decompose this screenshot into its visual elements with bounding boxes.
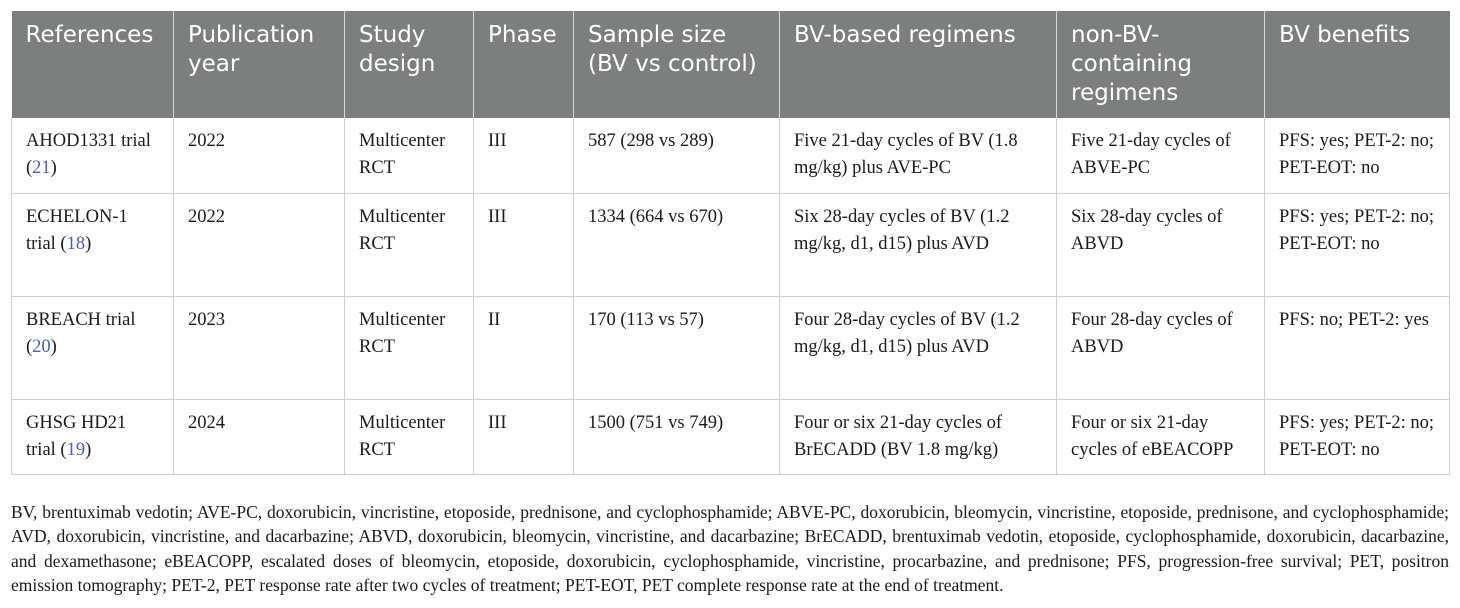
- cell-bv-regimen: Five 21-day cycles of BV (1.8 mg/kg) plus AVE-PC: [780, 118, 1057, 193]
- header-study-design: Study design: [345, 11, 474, 118]
- cell-bv-regimen: Six 28-day cycles of BV (1.2 mg/kg, d1, d15) plus AVD: [780, 193, 1057, 296]
- reference-name: AHOD1331 trial: [26, 131, 151, 151]
- cell-year: 2024: [174, 399, 345, 474]
- cell-reference: ECHELON-1 trial (18): [12, 193, 174, 296]
- cell-design: Multicenter RCT: [345, 118, 474, 193]
- cell-phase: III: [474, 193, 574, 296]
- cell-reference: AHOD1331 trial (21): [12, 118, 174, 193]
- reference-name: GHSG HD21 trial: [26, 412, 127, 460]
- cell-sample: 1334 (664 vs 670): [574, 193, 780, 296]
- cell-benefits: PFS: yes; PET-2: no; PET-EOT: no: [1265, 399, 1450, 474]
- cell-year: 2022: [174, 118, 345, 193]
- header-phase: Phase: [474, 11, 574, 118]
- table-row: [12, 118, 1450, 193]
- cell-bv-regimen: Four 28-day cycles of BV (1.2 mg/kg, d1, d15) plus AVD: [780, 296, 1057, 399]
- cell-sample: 170 (113 vs 57): [574, 296, 780, 399]
- reference-name: BREACH trial: [26, 309, 136, 330]
- cell-year: 2022: [174, 193, 345, 296]
- table-body: [12, 118, 1450, 474]
- cell-design: Multicenter RCT: [345, 399, 474, 474]
- header-references: References: [12, 11, 174, 118]
- header-publication-year: Publication year: [174, 11, 345, 118]
- trials-table: [11, 11, 1450, 475]
- cell-design: Multicenter RCT: [345, 296, 474, 399]
- reference-link[interactable]: 19: [66, 439, 86, 460]
- reference-link[interactable]: 18: [66, 233, 86, 254]
- table-header: [12, 11, 1450, 118]
- table-footnote: BV, brentuximab vedotin; AVE-PC, doxorubicin, vincristine, etoposide, prednisone, and cyclophosphamide; ABVE-PC, doxorubicin, bleomycin, vincristine, etoposide, prednisone, and cyclophosphamide; AVD, doxorubicin, vincristine, and dacarbazine; ABVD, doxorubicin, bleomycin, vincristine, and dacarbazine; BrECADD, brentuximab vedotin, etoposide, cyclophosphamide, doxorubicin, dacarbazine, and dexamethasone; eBEACOPP, escalated doses of bleomycin, etoposide, doxorubicin, cyclophosphamide, vincristine, procarbazine, and prednisone; PFS, progression-free survival; PET, positron emission tomography; PET-2, PET response rate after two cycles of treatment; PET-EOT, PET complete response rate at the end of treatment.: [11, 501, 1449, 595]
- cell-reference: GHSG HD21 trial (19): [12, 399, 174, 474]
- table-row: [12, 399, 1450, 474]
- cell-benefits: PFS: no; PET-2: yes: [1265, 296, 1450, 399]
- header-bv-benefits: BV benefits: [1265, 11, 1450, 118]
- header-sample-size: Sample size (BV vs control): [574, 11, 780, 118]
- cell-non-bv-regimen: Four 28-day cycles of ABVD: [1057, 296, 1265, 399]
- cell-sample: 1500 (751 vs 749): [574, 399, 780, 474]
- cell-non-bv-regimen: Five 21-day cycles of ABVE-PC: [1057, 118, 1265, 193]
- table-row: [12, 193, 1450, 296]
- header-non-bv-regimens: non-BV-containing regimens: [1057, 11, 1265, 118]
- table-row: [12, 296, 1450, 399]
- cell-phase: III: [474, 118, 574, 193]
- table-container: [11, 11, 1449, 475]
- cell-non-bv-regimen: Four or six 21-day cycles of eBEACOPP: [1057, 399, 1265, 474]
- reference-name: ECHELON-1 trial: [26, 206, 128, 254]
- cell-sample: 587 (298 vs 289): [574, 118, 780, 193]
- cell-benefits: PFS: yes; PET-2: no; PET-EOT: no: [1265, 118, 1450, 193]
- reference-link[interactable]: 20: [32, 336, 51, 357]
- reference-link[interactable]: 21: [32, 158, 51, 178]
- cell-non-bv-regimen: Six 28-day cycles of ABVD: [1057, 193, 1265, 296]
- header-bv-regimens: BV-based regimens: [780, 11, 1057, 118]
- header-row: [12, 11, 1450, 118]
- cell-phase: II: [474, 296, 574, 399]
- cell-reference: BREACH trial (20): [12, 296, 174, 399]
- cell-year: 2023: [174, 296, 345, 399]
- cell-phase: III: [474, 399, 574, 474]
- cell-design: Multicenter RCT: [345, 193, 474, 296]
- cell-bv-regimen: Four or six 21-day cycles of BrECADD (BV 1.8 mg/kg): [780, 399, 1057, 474]
- cell-benefits: PFS: yes; PET-2: no; PET-EOT: no: [1265, 193, 1450, 296]
